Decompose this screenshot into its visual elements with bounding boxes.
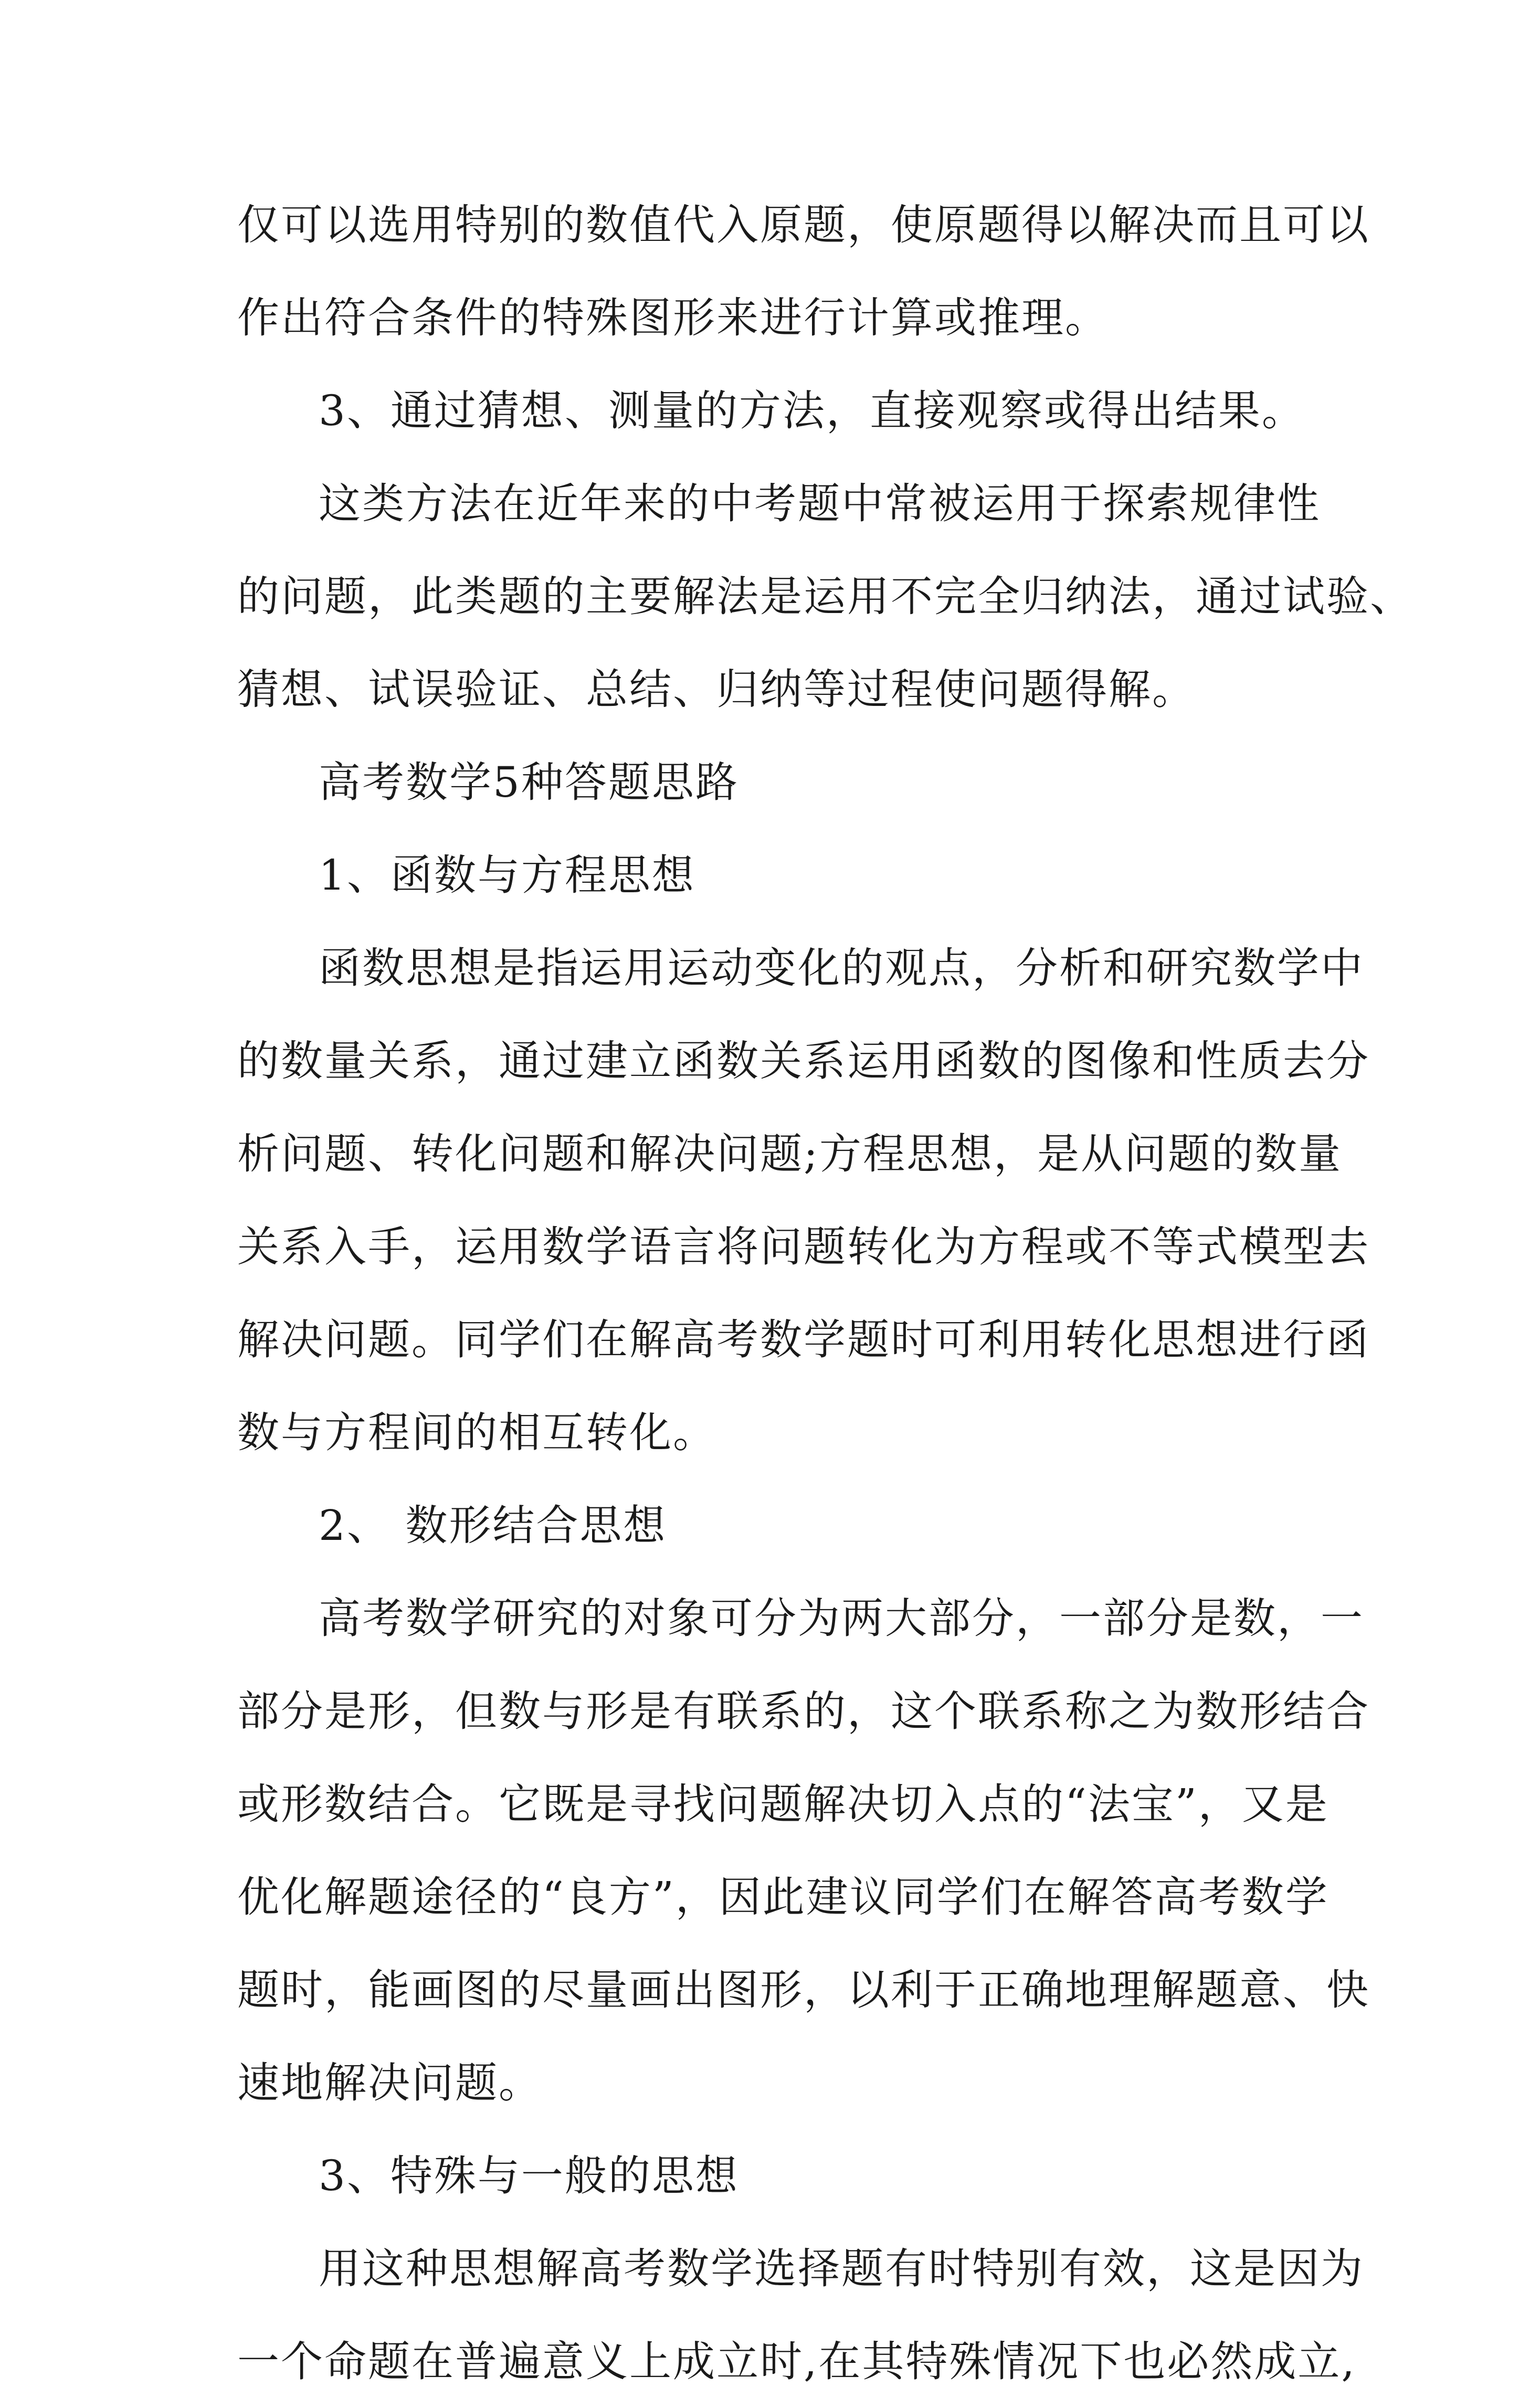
text-line-19: 优化解题途径的“良方”，因此建议同学们在解答高考数学 <box>237 1873 1329 1921</box>
text-line-13: 解决问题。同学们在解高考数学题时可利用转化思想进行函 <box>237 1315 1370 1364</box>
list-item-3-observe: 3、通过猜想、测量的方法，直接观察或得出结果。 <box>319 386 1305 435</box>
text-line-17: 部分是形，但数与形是有联系的，这个联系称之为数形结合 <box>237 1687 1370 1736</box>
text-line-2: 作出符合条件的特殊图形来进行计算或推理。 <box>237 293 1109 342</box>
subheading-special-general: 3、特殊与一般的思想 <box>319 2151 739 2200</box>
text-line-14: 数与方程间的相互转化。 <box>237 1408 716 1457</box>
text-line-21: 速地解决问题。 <box>237 2058 542 2107</box>
text-line-10: 的数量关系，通过建立函数关系运用函数的图像和性质去分 <box>237 1037 1370 1085</box>
body-text <box>237 178 1413 2408</box>
text-line-12: 关系入手，运用数学语言将问题转化为方程或不等式模型去 <box>237 1222 1370 1271</box>
text-line-11: 析问题、转化问题和解决问题;方程思想，是从问题的数量 <box>237 1129 1342 1178</box>
text-line-24: 一个命题在普遍意义上成立时,在其特殊情况下也必然成立, <box>237 2337 1356 2386</box>
text-line-5: 的问题，此类题的主要解法是运用不完全归纳法，通过试验、 <box>237 572 1413 621</box>
paragraph-start: 用这种思想解高考数学选择题有时特别有效，这是因为 <box>319 2244 1364 2293</box>
text-line-20: 题时，能画图的尽量画出图形，以利于正确地理解题意、快 <box>237 1966 1370 2014</box>
paragraph-start: 高考数学研究的对象可分为两大部分，一部分是数，一 <box>319 1594 1364 1643</box>
subheading-number-shape: 2、 数形结合思想 <box>319 1501 667 1550</box>
text-line-6: 猜想、试误验证、总结、归纳等过程使问题得解。 <box>237 665 1196 714</box>
text-line-1: 仅可以选用特别的数值代入原题，使原题得以解决而且可以 <box>237 200 1370 249</box>
paragraph-start: 函数思想是指运用运动变化的观点，分析和研究数学中 <box>319 944 1364 992</box>
section-heading: 高考数学5种答题思路 <box>319 758 739 807</box>
text-line-18: 或形数结合。它既是寻找问题解决切入点的“法宝”，又是 <box>237 1780 1329 1829</box>
subheading-function-equation: 1、函数与方程思想 <box>319 851 695 900</box>
paragraph-start: 这类方法在近年来的中考题中常被运用于探索规律性 <box>319 479 1321 528</box>
